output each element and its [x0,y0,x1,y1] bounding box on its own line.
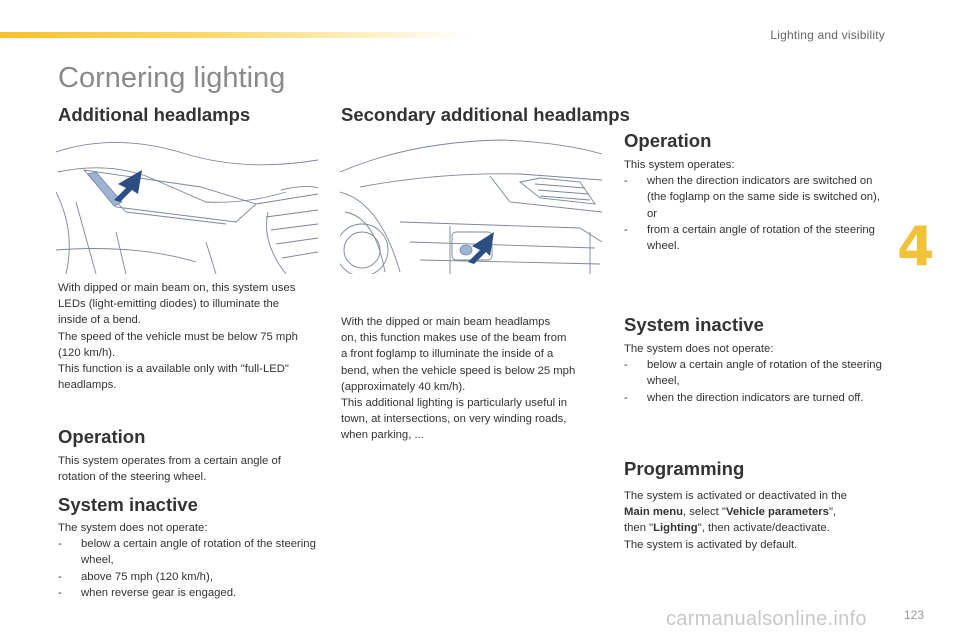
list-item: - when the direction indicators are turned off. [624,391,864,404]
page-title: Cornering lighting [58,62,286,94]
operation-right-block [624,157,886,254]
system-inactive-left-list [58,536,318,601]
system-inactive-left-intro: The system does not operate: [58,522,208,534]
list-item: - below a certain angle of rotation of the steering wheel, [58,538,316,567]
watermark: carmanualsonline.info [666,608,867,630]
secondary-headlamps-description: With the dipped or main beam headlamps on, this function makes use of the beam from a front foglamp to illuminate the inside of a bend, when the vehicle speed is below 25 mph (approximately 40 km/h). This additional lighting is particularly useful in town, at intersections, on very winding roads, when parking, ... [341,316,576,442]
programming-line-3: then "Lighting", then activate/deactivate. [624,522,830,535]
heading-additional-headlamps: Additional headlamps [58,104,251,125]
heading-programming: Programming [624,458,745,479]
foglamp-illustration [340,132,602,274]
system-inactive-right-list [624,357,890,406]
list-item: - when the direction indicators are switched on (the foglamp on the same side is switched on), or [624,175,880,220]
system-inactive-right-block [624,341,890,406]
operation-left-text: This system operates from a certain angle of rotation of the steering wheel. [58,455,281,484]
page-number: 123 [904,608,925,622]
list-item: - when reverse gear is engaged. [58,586,237,599]
programming-line-4: The system is activated by default. [624,538,798,551]
heading-system-inactive-right: System inactive [624,314,764,335]
header-accent-bar [0,32,470,38]
list-item: - below a certain angle of rotation of the steering wheel, [624,359,882,388]
heading-operation-left: Operation [58,426,146,447]
chapter-number: 4 [897,215,935,278]
operation-right-list [624,173,886,254]
operation-right-intro: This system operates: [624,159,735,171]
system-inactive-left-block [58,520,318,601]
programming-line-2: Main menu, select "Vehicle parameters", [624,506,837,519]
programming-text [624,488,890,553]
headlamp-illustration [56,132,318,274]
system-inactive-right-intro: The system does not operate: [624,343,774,355]
section-header: Lighting and visibility [770,28,885,42]
heading-operation-right: Operation [624,130,712,151]
list-item: - above 75 mph (120 km/h), [58,570,213,583]
heading-secondary-additional-headlamps: Secondary additional headlamps [341,104,630,125]
programming-line-1: The system is activated or deactivated in the [624,490,847,502]
heading-system-inactive-left: System inactive [58,494,198,515]
additional-headlamps-description: With dipped or main beam on, this system uses LEDs (light-emitting diodes) to illuminate the inside of a bend. The speed of the vehicle must be below 75 mph (120 km/h). This function is a available only with "full-LED" headlamps. [58,282,298,392]
list-item: - from a certain angle of rotation of the steering wheel. [624,223,875,253]
